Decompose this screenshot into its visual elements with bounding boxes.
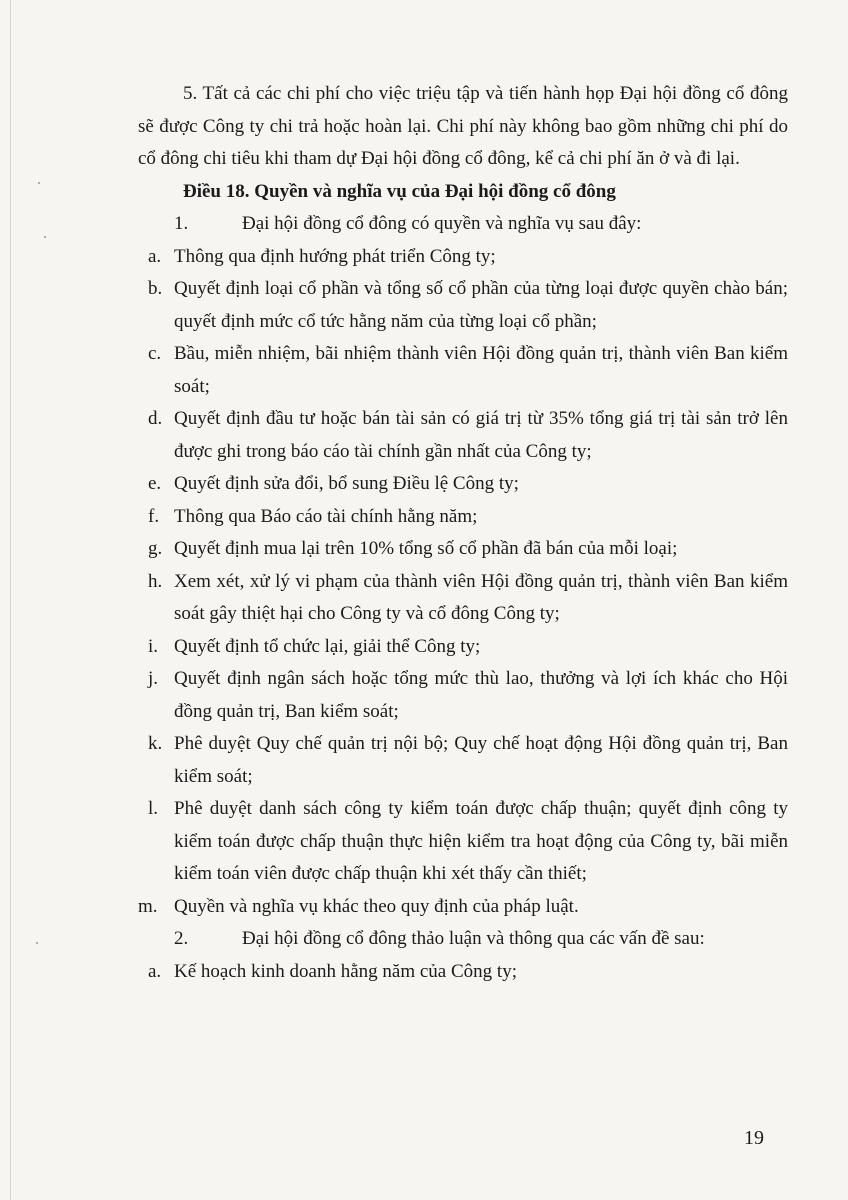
list-item-marker: b. (148, 278, 163, 299)
list-item-text: Kế hoạch kinh doanh hằng năm của Công ty; (174, 960, 517, 982)
list-item-text: Quyết định đầu tư hoặc bán tài sản có giá trị từ 35% tổng giá trị tài sản trở lên được ghi trong báo cáo tài chính gần nhất của Công ty; (174, 408, 788, 462)
list-item-text: Quyết định mua lại trên 10% tổng số cổ phần đã bán của mỗi loại; (174, 538, 678, 559)
scan-edge-line (10, 0, 11, 1200)
section-1-number: 1. (174, 213, 189, 234)
scan-speck (44, 236, 46, 238)
list-item (138, 501, 788, 534)
list-item-marker: e. (148, 473, 162, 494)
list-item-text: Phê duyệt Quy chế quản trị nội bộ; Quy chế hoạt động Hội đồng quản trị, Ban kiểm soát; (174, 733, 788, 787)
list-item-marker: d. (148, 408, 163, 429)
section-2 (138, 923, 788, 956)
list-item-text: Quyết định sửa đổi, bổ sung Điều lệ Công ty; (174, 473, 519, 494)
list-item-text: Quyết định loại cổ phần và tổng số cổ phần của từng loại được quyền chào bán; quyết định mức cổ tức hằng năm của từng loại cổ phần; (174, 278, 788, 332)
list-item (138, 566, 788, 631)
list-item-marker: j. (148, 668, 159, 689)
list-item (138, 403, 788, 468)
list-item (138, 338, 788, 403)
list-item (138, 631, 788, 664)
list-item-marker: i. (148, 635, 159, 657)
list-item (138, 663, 788, 728)
list-item (138, 728, 788, 793)
list-item-marker: l. (148, 798, 159, 819)
list-item-marker: k. (148, 733, 163, 754)
list-item-marker: f. (148, 505, 160, 527)
list-item (138, 793, 788, 891)
list-item-marker: a. (148, 245, 162, 267)
scan-speck (36, 942, 38, 944)
section-1 (138, 208, 788, 241)
list-item-marker: g. (148, 538, 163, 559)
list-item-text: Xem xét, xử lý vi phạm của thành viên Hội đồng quản trị, thành viên Ban kiểm soát gây thiệt hại cho Công ty và cổ đông Công ty; (174, 570, 788, 624)
list-item-marker: m. (138, 895, 158, 917)
list-item (138, 241, 788, 274)
list-item-text: Quyết định ngân sách hoặc tổng mức thù lao, thưởng và lợi ích khác cho Hội đồng quản trị, Ban kiểm soát; (174, 668, 788, 722)
list-item (138, 468, 788, 501)
section-1-text: Đại hội đồng cổ đông có quyền và nghĩa vụ sau đây: (242, 213, 642, 234)
list-item (138, 273, 788, 338)
article-heading: Điều 18. Quyền và nghĩa vụ của Đại hội đồng cổ đông (183, 180, 616, 202)
list-item-marker: h. (148, 570, 163, 592)
section-2-number: 2. (174, 928, 189, 949)
intro-paragraph: 5. Tất cả các chi phí cho việc triệu tập và tiến hành họp Đại hội đồng cổ đông sẽ được Công ty chi trả hoặc hoàn lại. Chi phí này không bao gồm những chi phí do cổ đông chi tiêu khi tham dự Đại hội đồng cổ đông, kể cả chi phí ăn ở và đi lại. (138, 83, 788, 169)
list-item (138, 891, 788, 924)
list-item-marker: a. (148, 960, 162, 982)
list-item-text: Phê duyệt danh sách công ty kiểm toán được chấp thuận; quyết định công ty kiểm toán được chấp thuận thực hiện kiểm tra hoạt động của Công ty, bãi miễn kiểm toán viên được chấp thuận khi xét thấy cần thiết; (174, 798, 788, 884)
list-item-text: Bầu, miễn nhiệm, bãi nhiệm thành viên Hội đồng quản trị, thành viên Ban kiểm soát; (174, 343, 788, 397)
list-item-text: Quyền và nghĩa vụ khác theo quy định của pháp luật. (174, 895, 579, 917)
list-item-marker: c. (148, 343, 162, 364)
list-item-text: Thông qua Báo cáo tài chính hằng năm; (174, 505, 478, 527)
list-item-text: Quyết định tổ chức lại, giải thể Công ty; (174, 635, 481, 657)
document-body (138, 78, 788, 988)
section-2-text: Đại hội đồng cổ đông thảo luận và thông qua các vấn đề sau: (242, 928, 705, 949)
list-item-text: Thông qua định hướng phát triển Công ty; (174, 245, 496, 267)
list-item (138, 956, 788, 989)
list-item (138, 533, 788, 566)
scan-speck (38, 182, 40, 184)
page-number: 19 (744, 1127, 764, 1149)
